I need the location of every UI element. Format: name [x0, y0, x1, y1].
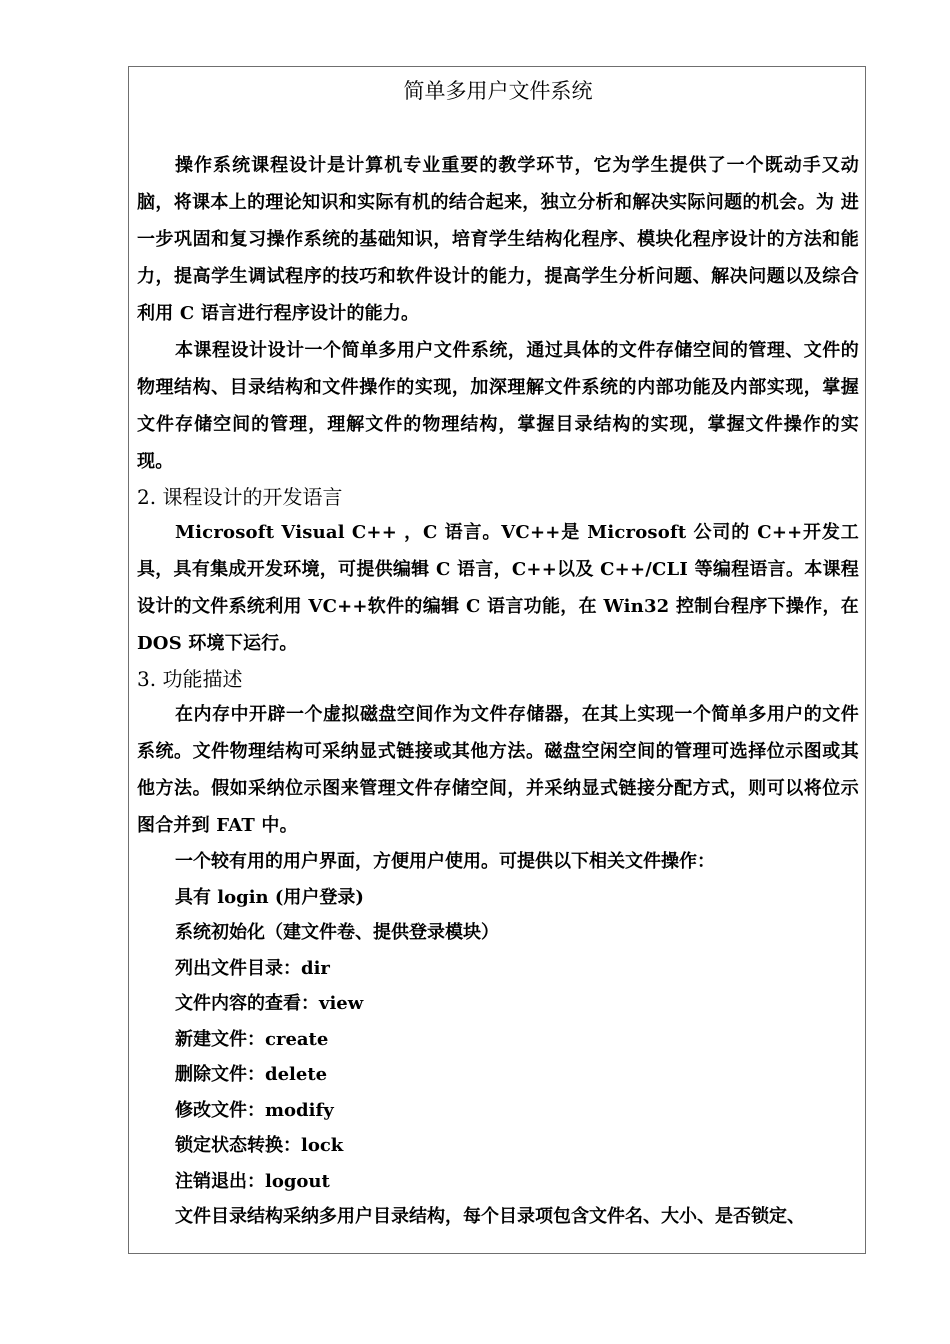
section-3-heading: 3. 功能描述: [137, 667, 243, 691]
document-frame: [128, 66, 866, 1254]
feature-item-modify: 修改文件：modify: [175, 1099, 334, 1121]
feature-item-init: 系统初始化（建文件卷、提供登录模块）: [175, 922, 499, 943]
title-spacer: [137, 115, 859, 147]
document-content: [137, 67, 859, 1235]
feature-item-logout: 注销退出：logout: [175, 1170, 330, 1192]
section-2-paragraph: Microsoft Visual C++ ，C 语言。VC++是 Microsoft 公司的 C++开发工具，具有集成开发环境，可提供编辑 C 语言，C++以及 C++/CLI 等编程语言。本课程设计的文件系统利用 VC++软件的编辑 C 语言功能，在 Win32 控制台程序下操作，在 DOS 环境下运行。: [137, 522, 859, 654]
feature-item-login: 具有 login (用户登录): [175, 886, 364, 908]
section-3-paragraph: 在内存中开辟一个虚拟磁盘空间作为文件存储器，在其上实现一个简单多用户的文件系统。文件物理结构可采纳显式链接或其他方法。磁盘空闲空间的管理可选择位示图或其他方法。假如采纳位示图来管理文件存储空间，并采纳显式链接分配方式，则可以将位示图合并到 FAT 中。: [137, 704, 859, 836]
section-2-heading: 2. 课程设计的开发语言: [137, 485, 343, 509]
feature-item-create: 新建文件：create: [175, 1028, 329, 1050]
feature-item-view: 文件内容的查看：view: [175, 993, 364, 1014]
document-title: 简单多用户文件系统: [403, 79, 593, 103]
feature-item-delete: 删除文件：delete: [175, 1064, 328, 1085]
intro-paragraph-2: 本课程设计设计一个简单多用户文件系统，通过具体的文件存储空间的管理、文件的物理结构、目录结构和文件操作的实现，加深理解文件系统的内部功能及内部实现，掌握文件存储空间的管理，理解文件的物理结构，掌握目录结构的实现，掌握文件操作的实现。: [137, 340, 859, 472]
intro-paragraph-1: 操作系统课程设计是计算机专业重要的教学环节，它为学生提供了一个既动手又动脑，将课本上的理论知识和实际有机的结合起来，独立分析和解决实际问题的机会。为 进一步巩固和复习操作系统的基础知识，培育学生结构化程序、模块化程序设计的方法和能力，提高学生调试程序的技巧和软件设计的能力，提高学生分析问题、解决问题以及综合利用 C 语言进行程序设计的能力。: [137, 155, 859, 324]
feature-item-dir: 列出文件目录：dir: [175, 957, 330, 979]
feature-item-intro: 一个较有用的用户界面，方便用户使用。可提供以下相关文件操作：: [175, 851, 715, 872]
feature-item-lock: 锁定状态转换：lock: [175, 1135, 344, 1156]
directory-structure-text: 文件目录结构采纳多用户目录结构，每个目录项包含文件名、大小、是否锁定、: [175, 1206, 805, 1227]
